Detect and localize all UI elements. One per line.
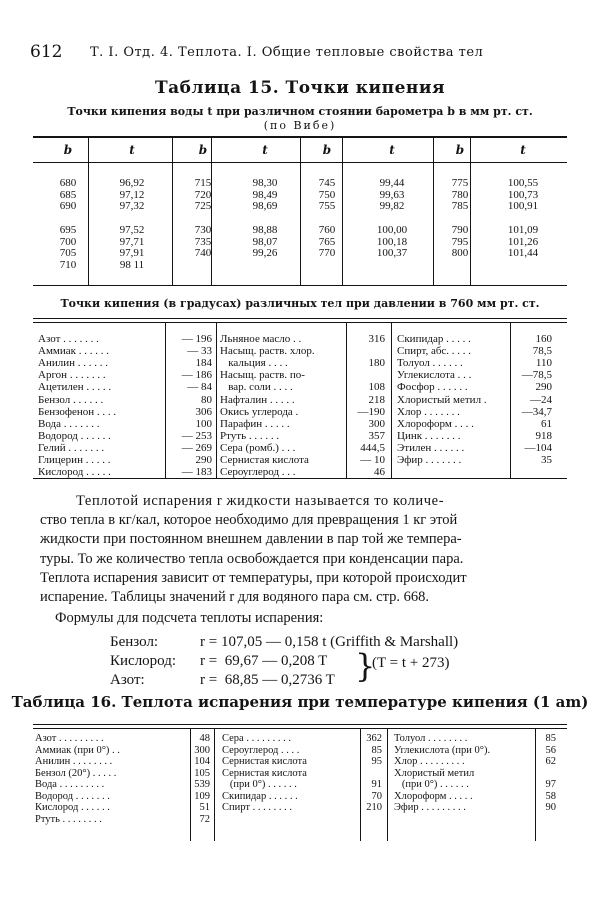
boiling-substance-name: Цинк . . . . . . . [397, 429, 461, 442]
evaporation-substance-name: Толуол . . . . . . . . [394, 733, 468, 744]
boiling-substance-name: Азот . . . . . . . [38, 333, 99, 345]
table15-header-t: t [262, 143, 268, 157]
table15-column-separator [433, 137, 434, 285]
table15-t-cell: 98,07 [252, 235, 278, 248]
boiling-point-value: — 186 [181, 369, 212, 382]
boiling-substance-name: Насыщ. раств. хлор. [220, 345, 315, 358]
evaporation-heat-value: 85 [545, 733, 556, 744]
boiling-substance-name: Глицерин . . . . . [38, 454, 111, 466]
evaporation-substance-name: Анилин . . . . . . . . [35, 756, 113, 767]
boiling-column-separator [391, 323, 392, 478]
evaporation-substance-name: Ртуть . . . . . . . . [35, 813, 102, 825]
table15-b-cell: 775 [451, 177, 469, 189]
evaporation-heat-value: 70 [371, 790, 382, 802]
evaporation-substance-name: Углекислота (при 0°). [394, 744, 491, 756]
boiling-substance-name: Водород . . . . . . [38, 429, 111, 442]
boiling-substance-name: Сернистая кислота [220, 454, 309, 466]
table15-b-cell: 760 [318, 224, 336, 236]
table15-b-cell: 755 [318, 200, 336, 212]
boiling-point-value: 306 [195, 405, 212, 418]
boiling-point-value: — 253 [181, 429, 212, 442]
boiling-substance-name: Гелий . . . . . . . [38, 441, 105, 454]
table15-t-cell: 97,12 [119, 188, 145, 201]
formula-brace: } [355, 647, 376, 685]
boiling-point-value: — 84 [187, 381, 212, 394]
evaporation-substance-name: Кислород . . . . . . [35, 802, 110, 813]
evaporation-substance-name: Эфир . . . . . . . . . [394, 802, 466, 813]
evaporation-heat-value: 72 [199, 813, 210, 825]
table15-b-cell: 740 [194, 247, 212, 259]
table15-b-cell: 745 [318, 177, 336, 189]
evaporation-substance-name: Сернистая кислота [222, 767, 307, 779]
evaporation-substance-name: (при 0°) . . . . . . [222, 779, 297, 790]
table15-b-cell: 750 [318, 188, 336, 201]
boiling-point-value: 100 [195, 417, 212, 430]
boiling-substance-name: Вода . . . . . . . [38, 417, 100, 430]
formula-label: Бензол: [110, 634, 159, 650]
table15-header-b: b [455, 143, 465, 157]
evaporation-substance-name: Аммиак (при 0°) . . [35, 744, 120, 756]
table15-b-cell: 720 [194, 188, 212, 201]
boiling-point-value: —78,5 [521, 369, 552, 382]
evaporation-substance-name: Хлор . . . . . . . . . [394, 756, 465, 767]
table15-column-separator [88, 137, 89, 285]
table15-header-t: t [389, 143, 395, 157]
table15-title: Таблица 15. Точки кипения [154, 78, 446, 98]
evaporation-heat-value: 109 [194, 790, 210, 802]
table15-t-cell: 101,09 [507, 224, 539, 236]
evaporation-heat-value: 97 [545, 779, 556, 790]
boiling-top-rule-2 [33, 322, 567, 323]
table15-t-cell: 97,32 [119, 200, 145, 212]
table15-b-cell: 695 [59, 224, 77, 236]
evaporation-substance-name: Спирт . . . . . . . . [222, 802, 292, 813]
boiling-substance-name: Окись углерода . [220, 405, 299, 418]
table15-column-separator [172, 137, 173, 285]
evaporation-substance-name: Хлороформ . . . . . [394, 790, 473, 802]
boiling-point-value: 184 [195, 357, 212, 370]
table15-b-cell: 715 [194, 177, 212, 189]
boiling-column-separator [165, 323, 166, 478]
boiling-points-subtitle: Точки кипения (в градусах) различных тел при давлении в 760 мм рт. ст. [60, 297, 540, 310]
page-number: 612 [30, 42, 63, 62]
evaporation-heat-value: 56 [545, 744, 556, 756]
boiling-point-value: —104 [524, 441, 552, 454]
evaporation-substance-name: Сера . . . . . . . . . [222, 733, 291, 744]
boiling-point-value: — 269 [181, 441, 212, 454]
evaporation-heat-value: 85 [371, 744, 382, 756]
boiling-substance-name: Толуол . . . . . . [397, 357, 463, 370]
boiling-point-value: 35 [541, 454, 552, 466]
table15-t-cell: 100,00 [376, 224, 408, 236]
boiling-top-rule [33, 318, 567, 319]
formula-label: Кислород: [110, 653, 177, 669]
table15-b-cell: 685 [59, 188, 77, 201]
boiling-point-value: 80 [201, 393, 212, 406]
table15-t-cell: 97,52 [119, 224, 145, 236]
table15-source: (по Вибе) [263, 119, 337, 132]
boiling-substance-name: Нафталин . . . . . [220, 393, 295, 406]
formula-note: (T = t + 273) [372, 655, 450, 671]
table16-top-rule [33, 724, 567, 725]
table15-t-cell: 101,44 [507, 247, 539, 259]
boiling-point-value: 46 [374, 466, 385, 479]
boiling-bottom-rule [33, 478, 567, 479]
boiling-point-value: 444,5 [360, 441, 385, 454]
paragraph-line: туры. То же количество тепла освобождается при конденсации пара. [40, 550, 464, 567]
boiling-point-value: —24 [530, 393, 552, 406]
evaporation-heat-value: 104 [194, 756, 210, 767]
boiling-substance-name: Ацетилен . . . . . [38, 381, 112, 394]
boiling-point-value: 918 [535, 429, 552, 442]
boiling-substance-name: Сера (ромб.) . . . [220, 441, 296, 454]
evaporation-substance-name: Сероуглерод . . . . [222, 744, 300, 756]
boiling-point-value: 316 [368, 333, 385, 345]
evaporation-column-separator [214, 729, 215, 841]
evaporation-substance-name: Водород . . . . . . . [35, 790, 110, 802]
table15-b-cell: 735 [194, 235, 212, 248]
boiling-substance-name: Анилин . . . . . . [38, 357, 108, 370]
boiling-point-value: 290 [195, 454, 212, 466]
boiling-point-value: 290 [535, 381, 552, 394]
boiling-substance-name: Бензол . . . . . . [38, 393, 104, 406]
table15-t-cell: 98,49 [252, 188, 278, 201]
evaporation-substance-name: Азот . . . . . . . . . [35, 733, 104, 744]
table15-t-cell: 100,91 [507, 200, 539, 212]
boiling-substance-name: Бензофенон . . . . [38, 405, 117, 418]
boiling-substance-name: Фосфор . . . . . . [397, 381, 468, 394]
table15-b-cell: 680 [59, 177, 77, 189]
boiling-substance-name: Спирт, абс. . . . . [397, 345, 472, 358]
paragraph-line: ство тепла в кг/кал, которое необходимо для превращения 1 кг этой [40, 512, 458, 529]
formula-expression: r = 107,05 — 0,158 t (Griffith & Marshall) [200, 634, 459, 650]
table15-header-t: t [129, 143, 135, 157]
table15-t-cell: 97,71 [119, 235, 145, 248]
table15-b-cell: 725 [194, 200, 212, 212]
evaporation-heat-value: 300 [194, 744, 210, 756]
evaporation-heat-value: 210 [366, 802, 382, 813]
evaporation-heat-value: 105 [194, 767, 210, 779]
boiling-substance-name: Парафин . . . . . [220, 417, 290, 430]
table15-header-b: b [198, 143, 208, 157]
table15-t-cell: 101,26 [507, 235, 539, 248]
table15-t-cell: 98 11 [119, 258, 145, 271]
table15-t-cell: 100,55 [507, 177, 539, 189]
table15-b-cell: 730 [194, 224, 212, 236]
table15-t-cell: 97,91 [119, 247, 145, 259]
paragraph-line: Теплота испарения зависит от температуры, при которой происходит [40, 569, 467, 586]
evaporation-substance-name: Бензол (20°) . . . . . [35, 767, 117, 779]
table15-t-cell: 99,63 [379, 188, 405, 201]
table15-header-b: b [63, 143, 73, 157]
boiling-substance-name: Аммиак . . . . . . [38, 345, 109, 358]
boiling-point-value: — 33 [187, 345, 212, 358]
table15-b-cell: 765 [318, 235, 336, 248]
table15-bottom-rule [33, 285, 567, 286]
evaporation-substance-name: Хлористый метил [394, 767, 475, 779]
running-title: Т. I. Отд. 4. Теплота. I. Общие тепловые свойства тел [90, 45, 484, 60]
boiling-point-value: 218 [368, 393, 385, 406]
boiling-substance-name: Сероуглерод . . . [220, 466, 296, 479]
evaporation-heat-value: 48 [199, 733, 210, 744]
boiling-point-value: — 183 [181, 466, 212, 479]
boiling-substance-name: вар. соли . . . . [220, 381, 293, 394]
boiling-point-value: — 10 [360, 454, 385, 466]
table16-top-rule-2 [33, 728, 567, 729]
boiling-substance-name: Хлористый метил . [397, 393, 487, 406]
table15-t-cell: 99,26 [252, 247, 278, 259]
boiling-point-value: 180 [368, 357, 385, 370]
paragraph-line: Теплотой испарения r жидкости называется то количе- [76, 493, 445, 509]
table15-b-cell: 795 [451, 235, 469, 248]
boiling-point-value: — 196 [181, 333, 212, 345]
table15-b-cell: 705 [59, 247, 77, 259]
evaporation-substance-name: Сернистая кислота [222, 756, 307, 767]
evaporation-paragraph [40, 492, 560, 607]
formulas-intro: Формулы для подсчета теплоты испарения: [55, 610, 324, 626]
boiling-substance-name: Углекислота . . . [397, 369, 472, 382]
table15-t-cell: 99,82 [379, 200, 405, 212]
evaporation-substance-name: Вода . . . . . . . . . [35, 779, 105, 790]
table15-header-b: b [322, 143, 332, 157]
boiling-substance-name: Льняное масло . . [220, 333, 302, 345]
boiling-substance-name: Хлороформ . . . . [397, 417, 474, 430]
boiling-substance-name: Хлор . . . . . . . [397, 405, 460, 418]
boiling-substance-name: кальция . . . . [220, 357, 288, 370]
table15-b-cell: 710 [59, 258, 77, 271]
table15-t-cell: 100,73 [507, 188, 539, 201]
formula-expression: r = 68,85 — 0,2736 T [200, 672, 335, 688]
boiling-point-value: 110 [535, 357, 552, 370]
table16-title: Таблица 16. Теплота испарения при температуре кипения (1 am) [11, 693, 589, 711]
evaporation-heat-value: 58 [545, 790, 556, 802]
boiling-point-value: —34,7 [521, 405, 552, 418]
boiling-point-value: 61 [541, 417, 552, 430]
table15-t-cell: 98,88 [252, 224, 278, 236]
table15-header-t: t [520, 143, 526, 157]
table15-b-cell: 780 [451, 188, 469, 201]
table15-t-cell: 98,69 [252, 200, 278, 212]
table15-b-cell: 800 [451, 247, 469, 259]
boiling-substance-name: Этилен . . . . . . [397, 441, 465, 454]
paragraph-line: испарение. Таблицы значений r для водяного пара см. стр. 668. [40, 589, 429, 606]
evaporation-column-separator [387, 729, 388, 841]
formula-label: Азот: [110, 672, 145, 688]
table15-b-cell: 785 [451, 200, 469, 212]
formula-expression: r = 69,67 — 0,208 T [200, 653, 328, 669]
table15-subtitle: Точки кипения воды t при различном стоянии барометра b в мм рт. ст. [67, 105, 533, 118]
boiling-substance-name: Насыщ. раств. по- [220, 369, 305, 382]
evaporation-heat-value: 90 [545, 802, 556, 813]
boiling-point-value: 160 [535, 333, 552, 345]
boiling-substance-name: Кислород . . . . . [38, 466, 111, 479]
boiling-point-value: 357 [368, 429, 385, 442]
evaporation-substance-name: (при 0°) . . . . . . [394, 779, 469, 790]
table15-b-cell: 690 [59, 200, 77, 212]
boiling-substance-name: Скипидар . . . . . [397, 333, 471, 345]
boiling-point-value: —190 [357, 405, 385, 418]
table15-b-cell: 790 [451, 224, 469, 236]
table15-t-cell: 99,44 [379, 177, 405, 189]
table15-t-cell: 100,18 [376, 235, 408, 248]
evaporation-heat-value: 95 [371, 756, 382, 767]
table15-b-cell: 700 [59, 235, 77, 248]
table15-b-cell: 770 [318, 247, 336, 259]
boiling-point-value: 300 [368, 417, 385, 430]
table15-column-separator [300, 137, 301, 285]
evaporation-heat-value: 539 [194, 779, 210, 790]
boiling-substance-name: Ртуть . . . . . . [220, 429, 280, 442]
paragraph-line: жидкости при постоянном внешнем давлении в пар той же темпера- [40, 531, 462, 548]
boiling-substance-name: Аргон . . . . . . . [38, 369, 106, 382]
boiling-substance-name: Эфир . . . . . . . [397, 454, 462, 466]
evaporation-heat-value: 62 [545, 756, 556, 767]
boiling-point-value: 108 [368, 381, 385, 394]
evaporation-substance-name: Скипидар . . . . . . [222, 790, 298, 802]
boiling-point-value: 78,5 [532, 345, 552, 358]
boiling-column-separator [216, 323, 217, 478]
evaporation-heat-value: 91 [371, 779, 382, 790]
evaporation-heat-value: 51 [199, 802, 210, 813]
table15-t-cell: 98,30 [252, 177, 278, 189]
table15-t-cell: 100,37 [376, 247, 408, 259]
evaporation-heat-value: 362 [366, 733, 382, 744]
table15-t-cell: 96,92 [119, 177, 145, 189]
